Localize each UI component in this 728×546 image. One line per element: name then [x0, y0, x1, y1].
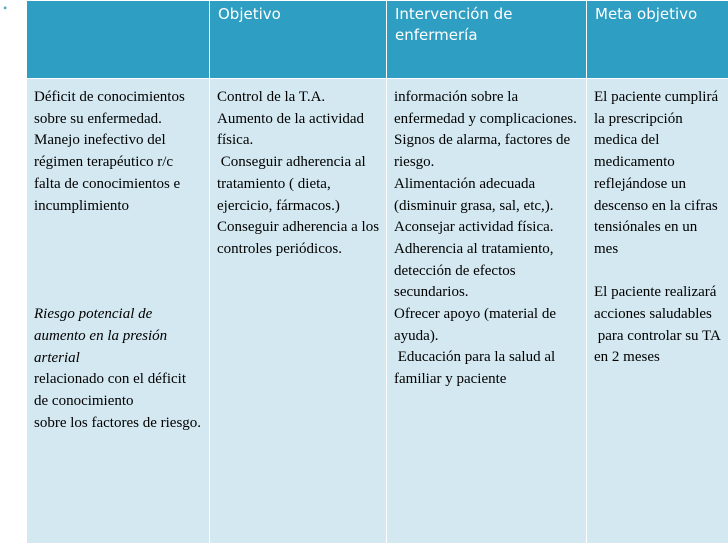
intervention-cell: información sobre la enfermedad y complicaciones. Signos de alarma, factores de riesgo. Alimentación adecuada (disminuir grasa, sal, etc,). Aconsejar actividad física. Adherencia al tratamiento, detección de efectos secundarios. Ofrecer apoyo (material de ayuda). Educación para la salud al familiar y paciente [387, 79, 587, 544]
header-row [27, 1, 728, 79]
header-meta: Meta objetivo [587, 1, 728, 79]
diagnosis-cell [27, 79, 210, 544]
header-intervencion: Intervención de enfermería [387, 1, 587, 79]
risk-diagnosis-italic: Riesgo potencial de aumento en la presión arterial [34, 306, 171, 366]
objective-cell: Control de la T.A. Aumento de la actividad física. Conseguir adherencia al tratamiento ( dieta, ejercicio, fármacos.) Conseguir adherencia a los controles periódicos. [210, 79, 387, 544]
table-row [27, 79, 728, 544]
header-empty [27, 1, 210, 79]
care-plan-table [26, 0, 728, 544]
diagnosis-text: Déficit de conocimientos sobre su enfermedad. Manejo inefectivo del régimen terapéutico r/c falta de conocimientos e incumplimiento [34, 89, 185, 214]
header-objetivo: Objetivo [210, 1, 387, 79]
goal-cell: El paciente cumplirá la prescripción medica del medicamento reflejándose un descenso en la cifras tensiónales en un mes El paciente realizará acciones saludables para controlar su TA en 2 meses [587, 79, 728, 544]
risk-diagnosis-text: relacionado con el déficit de conocimiento sobre los factores de riesgo. [34, 371, 202, 431]
bullet-marker-icon: ∙ [2, 3, 9, 14]
